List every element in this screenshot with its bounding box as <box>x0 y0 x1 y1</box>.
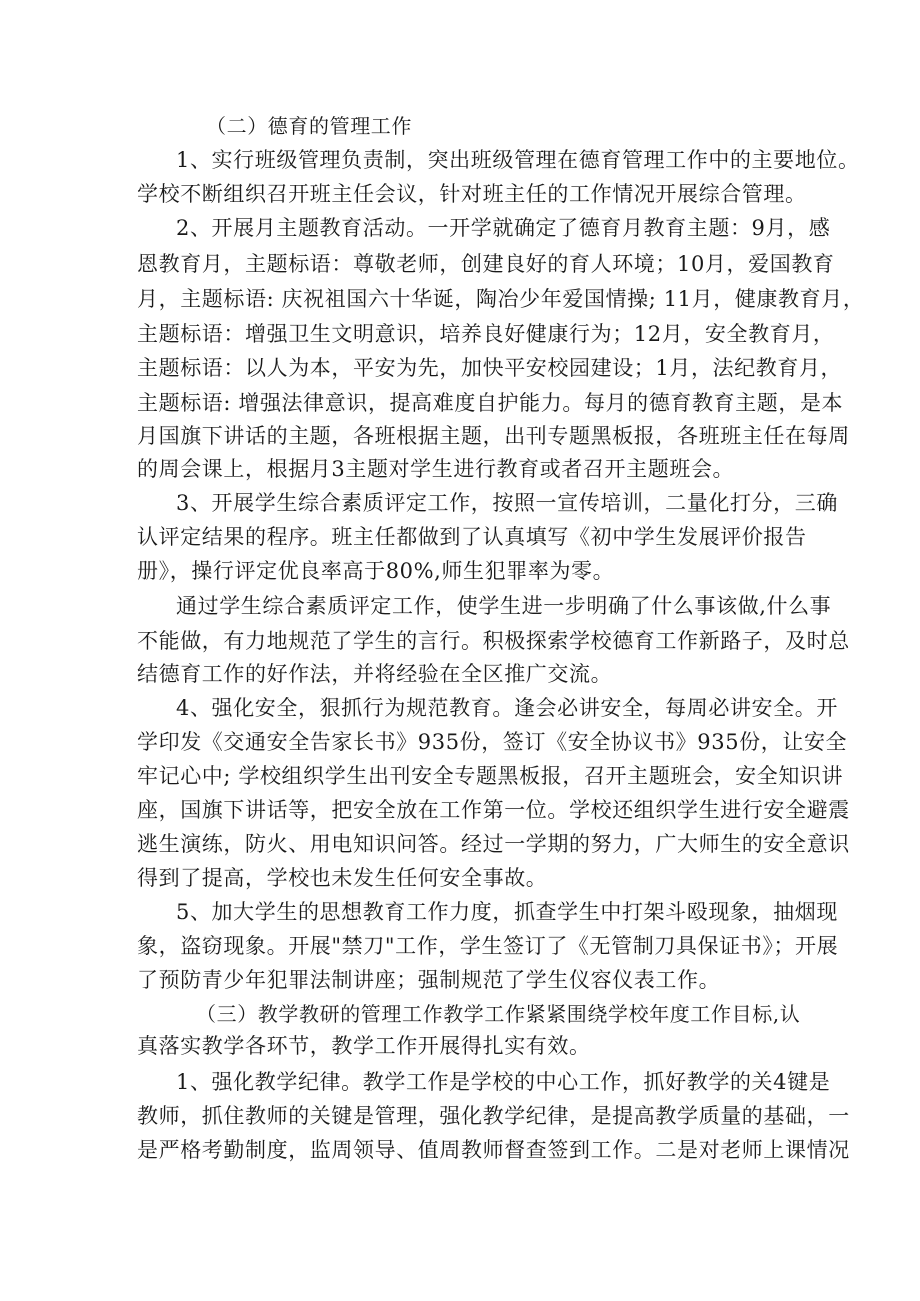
paragraph-line: 月国旗下讲话的主题，各班根据主题，出刊专题黑板报，各班班主任在每周 <box>137 424 850 448</box>
paragraph-line: 3、开展学生综合素质评定工作，按照一宣传培训，二量化打分，三确 <box>176 491 838 515</box>
paragraph-line: 学校不断组织召开班主任会议，针对班主任的工作情况开展综合管理。 <box>137 182 807 206</box>
paragraph-line: 5、加大学生的思想教育工作力度，抓查学生中打架斗殴现象，抽烟现 <box>176 900 838 924</box>
paragraph-line: 1、强化教学纪律。教学工作是学校的中心工作，抓好教学的关4键是 <box>176 1070 831 1094</box>
paragraph-line: 恩教育月，主题标语：尊敬老师，创建良好的育人环境；10月，爱国教育 <box>137 252 835 276</box>
paragraph-line: 2、开展月主题教育活动。一开学就确定了德育月教育主题：9月，感 <box>176 216 831 240</box>
paragraph-line: 认评定结果的程序。班主任都做到了认真填写《初中学生发展评价报告 <box>137 525 807 549</box>
section-heading-teaching: （三）教学教研的管理工作教学工作紧紧围绕学校年度工作目标,认 <box>196 1002 801 1026</box>
paragraph-line: 得到了提高，学校也未发生任何安全事故。 <box>137 866 548 890</box>
paragraph-line: 是严格考勤制度，监周领导、值周教师督查签到工作。二是对老师上课情况 <box>137 1138 850 1162</box>
paragraph-line: 真落实教学各环节，教学工作开展得扎实有效。 <box>137 1034 591 1058</box>
paragraph-line: 牢记心中; 学校组织学生出刊安全专题黑板报，召开主题班会，安全知识讲 <box>137 764 844 788</box>
paragraph-line: 主题标语：增强卫生文明意识，培养良好健康行为；12月，安全教育月， <box>137 322 835 346</box>
paragraph-line: 册》，操行评定优良率高于80%,师生犯罪率为零。 <box>137 559 615 583</box>
paragraph-line: 的周会课上，根据月3主题对学生进行教育或者召开主题班会。 <box>137 457 735 481</box>
paragraph-line: 通过学生综合素质评定工作，使学生进一步明确了什么事该做,什么事 <box>176 594 832 618</box>
paragraph-line: 逃生演练，防火、用电知识问答。经过一学期的努力，广大师生的安全意识 <box>137 832 850 856</box>
paragraph-line: 象，盗窃现象。开展"禁刀"工作，学生签订了《无管制刀具保证书》；开展 <box>137 934 839 958</box>
paragraph-line: 不能做，有力地规范了学生的言行。积极探索学校德育工作新路子，及时总 <box>137 629 850 653</box>
paragraph-line: 教师，抓住教师的关键是管理，强化教学纪律，是提高教学质量的基础，一 <box>137 1104 850 1128</box>
paragraph-line: 4、强化安全，狠抓行为规范教育。逢会必讲安全，每周必讲安全。开 <box>176 696 838 720</box>
paragraph-line: 主题标语：以人为本，平安为先，加快平安校园建设；1月，法纪教育月， <box>137 356 843 380</box>
paragraph-line: 月，主题标语: 庆祝祖国六十华诞，陶冶少年爱国情操; 11月，健康教育月， <box>137 287 865 311</box>
paragraph-line: 1、实行班级管理负责制，突出班级管理在德育管理工作中的主要地位。 <box>176 148 860 172</box>
paragraph-line: 了预防青少年犯罪法制讲座；强制规范了学生仪容仪表工作。 <box>137 968 721 992</box>
paragraph-line: 主题标语: 增强法律意识，提高难度自护能力。每月的德育教育主题，是本 <box>137 391 844 415</box>
paragraph-line: 结德育工作的好作法，并将经验在全区推广交流。 <box>137 662 613 686</box>
paragraph-line: 学印发《交通安全告家长书》935份，签订《安全协议书》935份，让安全 <box>137 730 848 754</box>
paragraph-line: 座，国旗下讲话等，把安全放在工作第一位。学校还组织学生进行安全避震 <box>137 798 850 822</box>
section-heading-moral-education: （二）德育的管理工作 <box>206 114 412 138</box>
